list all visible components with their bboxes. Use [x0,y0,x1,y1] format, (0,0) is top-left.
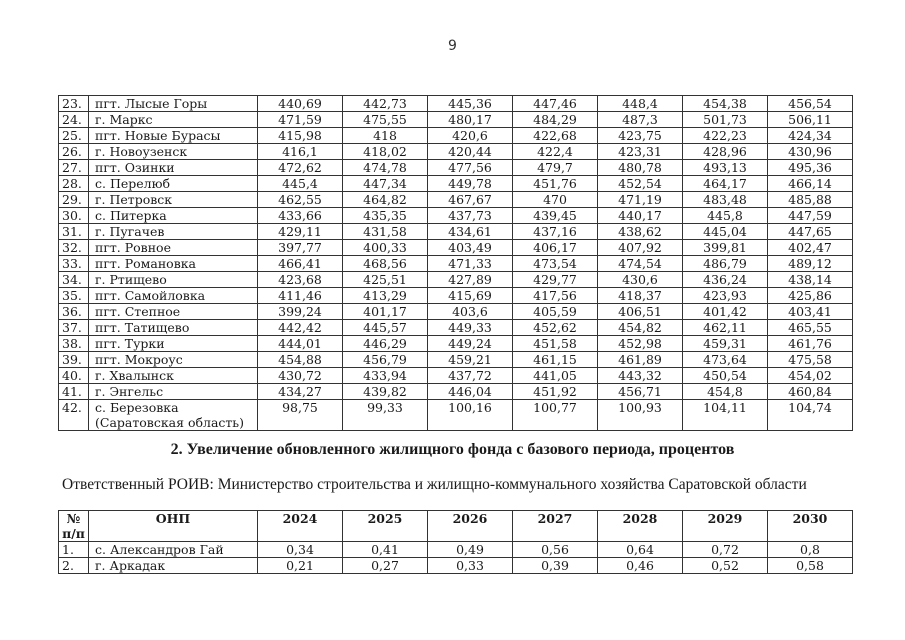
year-value: 472,62 [258,160,343,176]
table-row [59,112,853,128]
table-row [59,304,853,320]
header-year: 2029 [683,511,768,542]
year-value: 456,79 [343,352,428,368]
year-value: 425,51 [343,272,428,288]
year-value: 399,24 [258,304,343,320]
year-value: 418,02 [343,144,428,160]
settlement-name: пгт. Лысые Горы [89,96,258,112]
year-value: 429,11 [258,224,343,240]
year-value: 0,64 [598,542,683,558]
year-value: 447,34 [343,176,428,192]
year-value: 456,54 [768,96,853,112]
table-row [59,192,853,208]
settlement-name: г. Новоузенск [89,144,258,160]
header-year: 2028 [598,511,683,542]
year-value: 486,79 [683,256,768,272]
row-number: 1. [59,542,89,558]
year-value: 444,01 [258,336,343,352]
row-number: 42. [59,400,89,431]
year-value: 465,55 [768,320,853,336]
row-number: 23. [59,96,89,112]
year-value: 0,56 [513,542,598,558]
table-header-row [59,511,853,542]
year-value: 0,58 [768,558,853,574]
year-value: 471,59 [258,112,343,128]
year-value: 104,74 [768,400,853,431]
year-value: 431,58 [343,224,428,240]
year-value: 423,93 [683,288,768,304]
year-value: 422,68 [513,128,598,144]
year-value: 99,33 [343,400,428,431]
row-number: 26. [59,144,89,160]
row-number: 28. [59,176,89,192]
row-number: 24. [59,112,89,128]
year-value: 423,75 [598,128,683,144]
year-value: 446,29 [343,336,428,352]
settlement-name: с. Питерка [89,208,258,224]
header-year: 2027 [513,511,598,542]
year-value: 418 [343,128,428,144]
year-value: 438,14 [768,272,853,288]
responsible-authority: Ответственный РОИВ: Министерство строительства и жилищно-коммунального хозяйства Саратовской области [62,476,807,493]
year-value: 406,51 [598,304,683,320]
year-value: 440,17 [598,208,683,224]
year-value: 447,46 [513,96,598,112]
year-value: 442,73 [343,96,428,112]
year-value: 480,17 [428,112,513,128]
year-value: 403,41 [768,304,853,320]
year-value: 0,34 [258,542,343,558]
year-value: 493,13 [683,160,768,176]
year-value: 445,8 [683,208,768,224]
header-num: № п/п [59,511,89,542]
year-value: 433,66 [258,208,343,224]
year-value: 466,14 [768,176,853,192]
year-value: 462,11 [683,320,768,336]
year-value: 443,32 [598,368,683,384]
year-value: 0,27 [343,558,428,574]
year-value: 462,55 [258,192,343,208]
year-value: 417,56 [513,288,598,304]
row-number: 30. [59,208,89,224]
year-value: 434,61 [428,224,513,240]
year-value: 401,42 [683,304,768,320]
year-value: 100,16 [428,400,513,431]
year-value: 485,88 [768,192,853,208]
year-value: 454,88 [258,352,343,368]
row-number: 39. [59,352,89,368]
year-value: 460,84 [768,384,853,400]
page-number: 9 [448,38,457,54]
settlement-name: пгт. Степное [89,304,258,320]
row-number: 31. [59,224,89,240]
year-value: 445,57 [343,320,428,336]
row-number: 37. [59,320,89,336]
year-value: 413,29 [343,288,428,304]
housing-indicator-table [58,95,853,431]
year-value: 451,58 [513,336,598,352]
year-value: 466,41 [258,256,343,272]
year-value: 470 [513,192,598,208]
year-value: 424,34 [768,128,853,144]
year-value: 429,77 [513,272,598,288]
settlement-name: г. Энгельс [89,384,258,400]
year-value: 0,21 [258,558,343,574]
table-body [59,542,853,574]
row-number: 34. [59,272,89,288]
year-value: 484,29 [513,112,598,128]
year-value: 477,56 [428,160,513,176]
year-value: 447,59 [768,208,853,224]
year-value: 420,44 [428,144,513,160]
table-row [59,368,853,384]
year-value: 402,47 [768,240,853,256]
year-value: 442,42 [258,320,343,336]
year-value: 407,92 [598,240,683,256]
table-row [59,144,853,160]
year-value: 411,46 [258,288,343,304]
year-value: 459,21 [428,352,513,368]
row-number: 25. [59,128,89,144]
year-value: 445,04 [683,224,768,240]
year-value: 0,52 [683,558,768,574]
header-year: 2024 [258,511,343,542]
settlement-name: пгт. Озинки [89,160,258,176]
year-value: 0,72 [683,542,768,558]
year-value: 451,92 [513,384,598,400]
year-value: 0,41 [343,542,428,558]
row-number: 38. [59,336,89,352]
table-row [59,128,853,144]
year-value: 433,94 [343,368,428,384]
year-value: 0,49 [428,542,513,558]
year-value: 464,17 [683,176,768,192]
year-value: 401,17 [343,304,428,320]
year-value: 422,23 [683,128,768,144]
year-value: 489,12 [768,256,853,272]
year-value: 0,33 [428,558,513,574]
settlement-name: г. Аркадак [89,558,258,574]
year-value: 454,8 [683,384,768,400]
settlement-name: г. Ртищево [89,272,258,288]
row-number: 40. [59,368,89,384]
table-row [59,176,853,192]
settlement-name: пгт. Турки [89,336,258,352]
year-value: 430,96 [768,144,853,160]
row-number: 2. [59,558,89,574]
settlement-name: пгт. Самойловка [89,288,258,304]
year-value: 450,54 [683,368,768,384]
year-value: 430,6 [598,272,683,288]
year-value: 98,75 [258,400,343,431]
year-value: 445,36 [428,96,513,112]
year-value: 437,72 [428,368,513,384]
year-value: 473,64 [683,352,768,368]
year-value: 0,39 [513,558,598,574]
header-year: 2026 [428,511,513,542]
year-value: 454,02 [768,368,853,384]
year-value: 415,69 [428,288,513,304]
year-value: 437,16 [513,224,598,240]
year-value: 440,69 [258,96,343,112]
year-value: 471,33 [428,256,513,272]
header-year: 2025 [343,511,428,542]
year-value: 483,48 [683,192,768,208]
year-value: 454,82 [598,320,683,336]
year-value: 422,4 [513,144,598,160]
header-name: ОНП [89,511,258,542]
year-value: 487,3 [598,112,683,128]
year-value: 415,98 [258,128,343,144]
year-value: 403,6 [428,304,513,320]
year-value: 420,6 [428,128,513,144]
year-value: 104,11 [683,400,768,431]
year-value: 403,49 [428,240,513,256]
year-value: 495,36 [768,160,853,176]
table-row [59,288,853,304]
table-row [59,352,853,368]
year-value: 434,27 [258,384,343,400]
year-value: 435,35 [343,208,428,224]
year-value: 474,78 [343,160,428,176]
table-body [59,96,853,431]
year-value: 449,33 [428,320,513,336]
year-value: 100,93 [598,400,683,431]
year-value: 445,4 [258,176,343,192]
year-value: 474,54 [598,256,683,272]
year-value: 475,58 [768,352,853,368]
year-value: 437,73 [428,208,513,224]
year-value: 479,7 [513,160,598,176]
settlement-name: пгт. Ровное [89,240,258,256]
year-value: 418,37 [598,288,683,304]
year-value: 397,77 [258,240,343,256]
table-row [59,224,853,240]
section-title: 2. Увеличение обновленного жилищного фонда с базового периода, процентов [170,441,735,458]
year-value: 400,33 [343,240,428,256]
year-value: 449,78 [428,176,513,192]
year-value: 405,59 [513,304,598,320]
year-value: 416,1 [258,144,343,160]
year-value: 399,81 [683,240,768,256]
settlement-name: с. Березовка (Саратовская область) [89,400,258,431]
year-value: 501,73 [683,112,768,128]
settlement-name: с. Перелюб [89,176,258,192]
header-year: 2030 [768,511,853,542]
table-row [59,160,853,176]
settlement-name: пгт. Мокроус [89,352,258,368]
table-row [59,336,853,352]
year-value: 506,11 [768,112,853,128]
settlement-name: с. Александров Гай [89,542,258,558]
settlement-name: пгт. Романовка [89,256,258,272]
table-row [59,272,853,288]
year-value: 456,71 [598,384,683,400]
year-value: 441,05 [513,368,598,384]
year-value: 446,04 [428,384,513,400]
year-value: 452,62 [513,320,598,336]
year-value: 459,31 [683,336,768,352]
table-row [59,256,853,272]
year-value: 473,54 [513,256,598,272]
year-value: 0,46 [598,558,683,574]
row-number: 32. [59,240,89,256]
row-number: 27. [59,160,89,176]
year-value: 406,17 [513,240,598,256]
year-value: 447,65 [768,224,853,240]
year-value: 427,89 [428,272,513,288]
table-row [59,384,853,400]
table-row [59,558,853,574]
year-value: 100,77 [513,400,598,431]
year-value: 452,98 [598,336,683,352]
settlement-name: г. Петровск [89,192,258,208]
table-row [59,400,853,431]
year-value: 471,19 [598,192,683,208]
year-value: 452,54 [598,176,683,192]
year-value: 464,82 [343,192,428,208]
year-value: 439,45 [513,208,598,224]
settlement-name: пгт. Новые Бурасы [89,128,258,144]
year-value: 468,56 [343,256,428,272]
year-value: 451,76 [513,176,598,192]
year-value: 423,31 [598,144,683,160]
year-value: 449,24 [428,336,513,352]
year-value: 436,24 [683,272,768,288]
year-value: 423,68 [258,272,343,288]
year-value: 480,78 [598,160,683,176]
row-number: 41. [59,384,89,400]
settlement-name: пгт. Татищево [89,320,258,336]
row-number: 29. [59,192,89,208]
year-value: 467,67 [428,192,513,208]
table-row [59,208,853,224]
table-row [59,320,853,336]
year-value: 461,15 [513,352,598,368]
year-value: 0,8 [768,542,853,558]
row-number: 33. [59,256,89,272]
year-value: 475,55 [343,112,428,128]
year-value: 438,62 [598,224,683,240]
row-number: 35. [59,288,89,304]
year-value: 430,72 [258,368,343,384]
renewed-housing-table [58,510,853,574]
table-row [59,96,853,112]
settlement-name: г. Маркс [89,112,258,128]
row-number: 36. [59,304,89,320]
table-row [59,542,853,558]
year-value: 461,76 [768,336,853,352]
year-value: 439,82 [343,384,428,400]
table-row [59,240,853,256]
year-value: 448,4 [598,96,683,112]
year-value: 428,96 [683,144,768,160]
year-value: 425,86 [768,288,853,304]
settlement-name: г. Хвалынск [89,368,258,384]
year-value: 461,89 [598,352,683,368]
year-value: 454,38 [683,96,768,112]
settlement-name: г. Пугачев [89,224,258,240]
